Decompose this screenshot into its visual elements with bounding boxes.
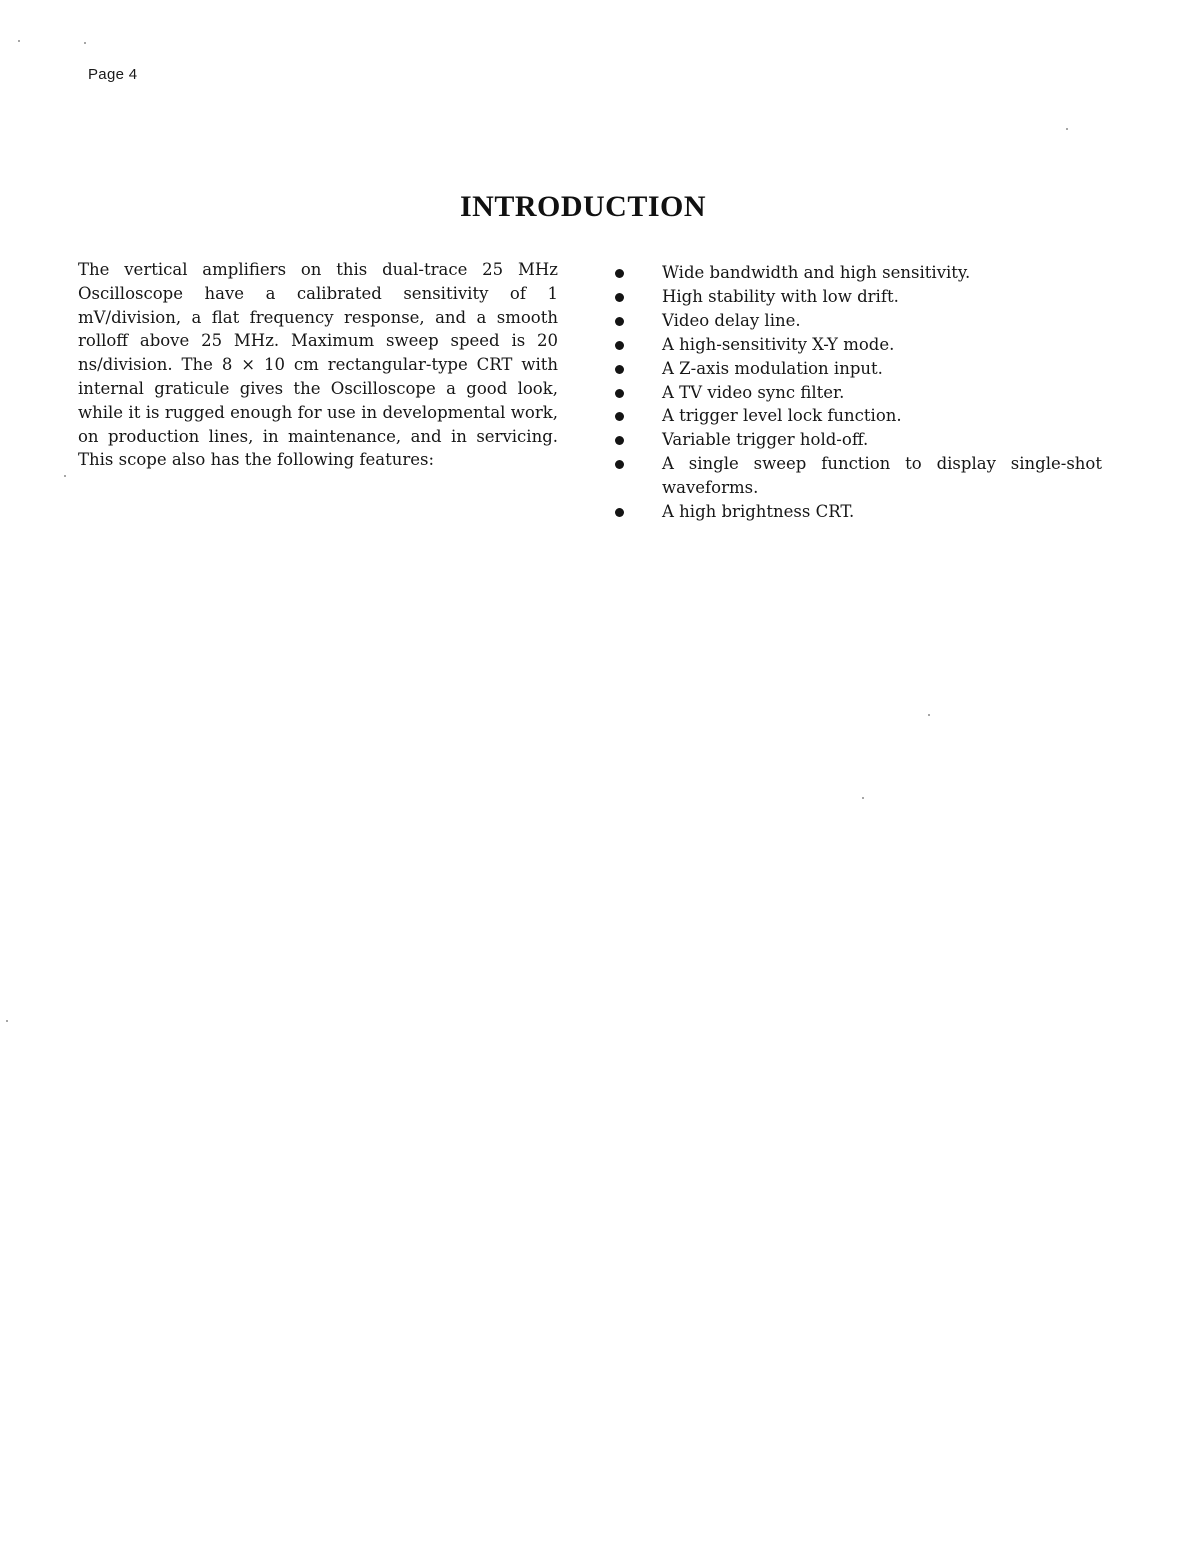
page-number: Page 4 xyxy=(88,66,138,83)
intro-paragraph: The vertical amplifiers on this dual-trace 25 MHz Oscilloscope have a calibrated sensitivity of 1 mV/division, a flat frequency response, and a smooth rolloff above 25 MHz. Maximum sweep speed is 20 ns/division. The 8 × 10 cm rectangular-type CRT with internal graticule gives the Oscilloscope a good look, while it is rugged enough for use in developmental work, on production lines, in maintenance, and in servicing. This scope also has the following features: xyxy=(78,260,558,470)
bullet-icon xyxy=(615,293,624,302)
bullet-icon xyxy=(615,341,624,350)
bullet-icon xyxy=(615,365,624,374)
bullet-icon xyxy=(615,508,624,517)
feature-item xyxy=(612,428,1102,452)
bullet-icon xyxy=(615,317,624,326)
bullet-icon xyxy=(615,389,624,398)
bullet-icon xyxy=(615,269,624,278)
bullet-icon xyxy=(615,412,624,421)
scan-speck xyxy=(64,475,66,477)
bullet-icon xyxy=(615,460,624,469)
scan-speck xyxy=(18,40,20,42)
feature-text: A Z-axis modulation input. xyxy=(662,358,883,378)
bullet-icon xyxy=(615,436,624,445)
feature-item xyxy=(612,452,1102,500)
feature-text: A high brightness CRT. xyxy=(662,502,855,522)
feature-item xyxy=(612,309,1102,333)
scan-speck xyxy=(84,42,86,44)
feature-item xyxy=(612,381,1102,405)
feature-text: A high-sensitivity X-Y mode. xyxy=(662,334,895,354)
feature-text: Video delay line. xyxy=(662,310,801,330)
page-title: INTRODUCTION xyxy=(459,190,707,223)
feature-item xyxy=(612,333,1102,357)
feature-text: High stability with low drift. xyxy=(662,286,899,306)
feature-text: A trigger level lock function. xyxy=(662,406,902,426)
scan-speck xyxy=(1066,128,1068,130)
feature-text: Wide bandwidth and high sensitivity. xyxy=(662,263,971,282)
feature-text: A TV video sync filter. xyxy=(662,382,845,402)
scan-speck xyxy=(862,797,864,799)
features-list xyxy=(612,261,1102,524)
feature-item xyxy=(612,261,1102,285)
feature-item xyxy=(612,500,1102,524)
feature-item xyxy=(612,285,1102,309)
feature-item xyxy=(612,357,1102,381)
feature-text: A single sweep function to display single-shot waveforms. xyxy=(662,454,1102,498)
feature-text: Variable trigger hold-off. xyxy=(662,430,869,450)
scan-speck xyxy=(6,1020,8,1022)
feature-item xyxy=(612,404,1102,428)
scan-speck xyxy=(928,714,930,716)
